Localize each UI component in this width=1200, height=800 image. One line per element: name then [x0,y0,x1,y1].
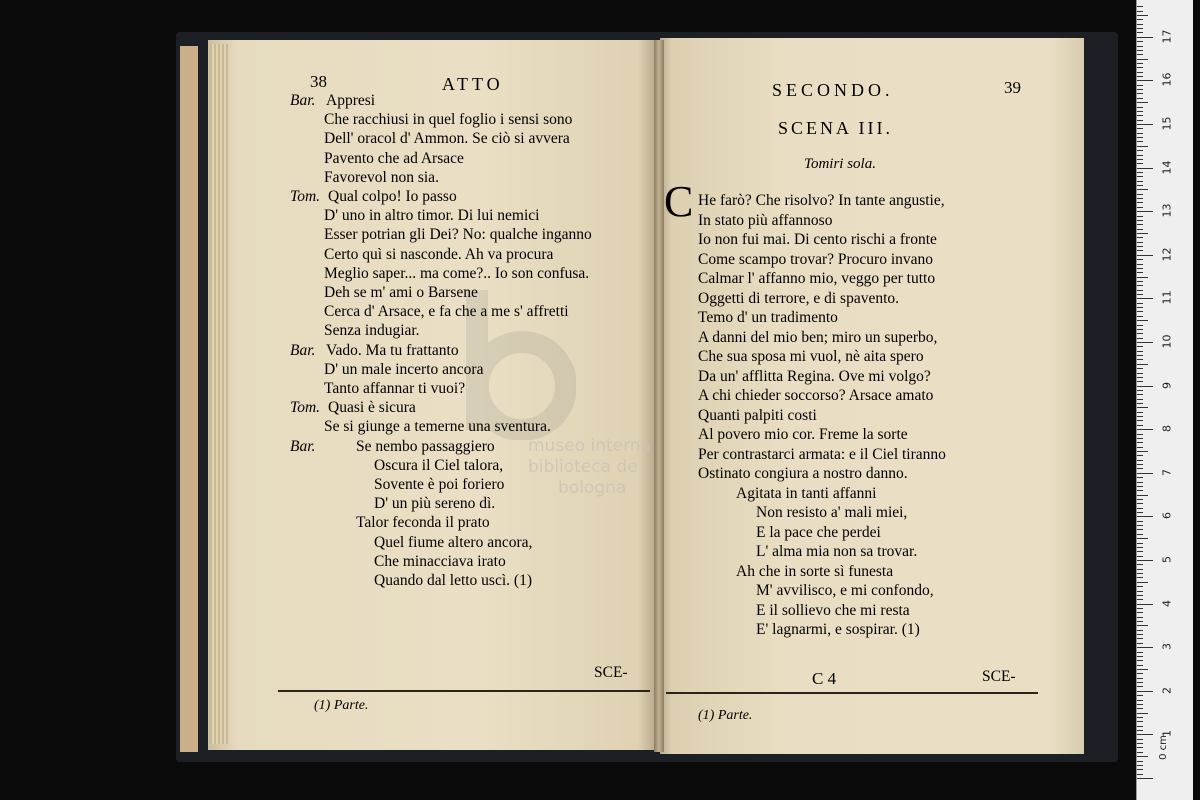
page-stack-edge [210,44,228,744]
verse-line: Come scampo trovar? Procuro invano [698,250,934,268]
ruler-tick [1137,176,1143,177]
ruler-tick [1137,713,1148,714]
ruler-tick [1137,15,1148,16]
ruler-tick [1137,311,1143,312]
ruler-tick [1137,434,1143,435]
ruler-tick [1137,28,1143,29]
ruler-number: 12 [1160,247,1174,262]
right-catchword: SCE- [982,668,1016,685]
ruler-number: 3 [1160,643,1174,651]
ruler-tick [1137,473,1153,474]
ruler-tick [1137,80,1153,81]
verse-line: Temo d' un tradimento [698,309,838,326]
ruler-tick [1137,50,1143,51]
ruler-tick [1137,717,1143,718]
ruler-tick [1137,516,1153,517]
ruler-tick [1137,381,1143,382]
ruler-tick [1137,708,1143,709]
ruler-tick [1137,695,1143,696]
ruler-tick [1137,93,1143,94]
ruler-tick [1137,477,1143,478]
verse-line: Meglio saper... ma come?.. Io son confusa. [324,264,590,282]
ruler-tick [1137,285,1143,286]
ruler-number: 17 [1160,29,1174,44]
verse-line: Da un' afflitta Regina. Ove mi volgo? [698,367,931,385]
ruler-tick [1137,59,1148,60]
ruler-tick [1137,512,1143,513]
ruler-tick [1137,351,1143,352]
ruler-tick [1137,102,1148,103]
ruler-tick [1137,420,1143,421]
ruler-tick [1137,442,1143,443]
ruler-tick [1137,490,1143,491]
ruler-tick [1137,486,1143,487]
ruler-tick [1137,233,1148,234]
ruler-tick [1137,691,1153,692]
verse-line: Oscura il Ciel talora, [374,456,504,474]
measurement-ruler [1136,0,1193,800]
ruler-tick [1137,482,1143,483]
signature-mark: C 4 [812,669,837,688]
ruler-tick [1137,560,1153,561]
ruler-tick [1137,769,1143,770]
verse-line: Appresi [326,92,376,109]
ruler-tick [1137,529,1143,530]
book-cover-edge [180,46,198,752]
verse-line: Favorevol non sia. [324,168,439,186]
ruler-tick [1137,778,1153,779]
ruler-number: 4 [1160,599,1174,607]
ruler-tick [1137,316,1143,317]
ruler-tick [1137,617,1143,618]
verse-line: Che sua sposa mi vuol, nè aita spero [698,348,924,365]
ruler-unit-label: 0 cm [1157,735,1169,760]
ruler-tick [1137,189,1148,190]
left-footnote: (1) Parte. [314,698,369,713]
ruler-tick [1137,159,1143,160]
ruler-number: 9 [1160,381,1174,389]
speaker-label: Tom. [290,188,321,205]
ruler-tick [1137,643,1143,644]
right-footnote: (1) Parte. [698,708,753,723]
ruler-tick [1137,133,1143,134]
ruler-tick [1137,237,1143,238]
ruler-tick [1137,407,1148,408]
ruler-tick [1137,207,1143,208]
ruler-tick [1137,54,1143,55]
ruler-tick [1137,577,1143,578]
ruler-tick [1137,656,1143,657]
ruler-tick [1137,726,1143,727]
ruler-tick [1137,390,1143,391]
verse-line: Se si giunge a temerne una sventura. [324,418,551,436]
ruler-tick [1137,325,1143,326]
ruler-tick [1137,447,1143,448]
ruler-tick [1137,338,1143,339]
ruler-tick [1137,111,1143,112]
verse-line: E la pace che perdei [756,523,881,541]
right-page-number: 39 [1004,78,1021,97]
right-footnote-rule [666,692,1038,694]
verse-line: D' un male incerto ancora [324,360,484,378]
ruler-tick [1137,46,1143,47]
ruler-number: 5 [1160,556,1174,563]
ruler-tick [1137,150,1143,151]
ruler-tick [1137,229,1143,230]
speaker-label: Bar. [290,437,316,455]
verse-line: Senza indugiar. [324,322,420,340]
ruler-tick [1137,373,1143,374]
verse-line: Dell' oracol d' Ammon. Se ciò si avvera [324,130,570,148]
ruler-number: 6 [1160,512,1174,520]
verse-line: Agitata in tanti affanni [736,484,877,502]
ruler-tick [1137,264,1143,265]
ruler-tick [1137,137,1143,138]
ruler-tick [1137,403,1143,404]
drop-cap: C [664,177,694,226]
ruler-tick [1137,298,1153,299]
ruler-tick [1137,85,1143,86]
verse-line: Oggetti di terrore, e di spavento. [698,289,900,307]
watermark-line: museo interna [528,436,651,456]
ruler-tick [1137,377,1143,378]
ruler-tick [1137,224,1143,225]
ruler-tick [1137,647,1153,648]
ruler-tick [1137,128,1143,129]
speaker-label: Bar. [290,92,316,109]
verse-line: A danni del mio ben; miro un superbo, [698,328,938,346]
watermark-line: bologna [558,478,627,498]
ruler-tick [1137,669,1148,670]
ruler-tick [1137,211,1153,212]
ruler-tick [1137,621,1143,622]
ruler-tick [1137,534,1143,535]
ruler-tick [1137,543,1143,544]
verse-line: Al povero mio cor. Freme la sorte [698,426,908,443]
ruler-tick [1137,547,1143,548]
ruler-tick [1137,242,1143,243]
ruler-tick [1137,98,1143,99]
ruler-tick [1137,630,1143,631]
ruler-tick [1137,700,1143,701]
verse-line: M' avvilisco, e mi confondo, [756,582,934,599]
ruler-tick [1137,704,1143,705]
verse-line: Certo quì si nasconde. Ah va procura [324,245,554,263]
ruler-tick [1137,41,1143,42]
verse-line: Quel fiume altero ancora, [374,533,533,551]
ruler-tick [1137,342,1153,343]
ruler-tick [1137,503,1143,504]
ruler-tick [1137,774,1143,775]
ruler-tick [1137,250,1143,251]
ruler-tick [1137,19,1143,20]
ruler-number: 11 [1160,290,1174,305]
verse-line: Pavento che ad Arsace [324,149,464,167]
ruler-tick [1137,120,1143,121]
ruler-tick [1137,163,1143,164]
ruler-tick [1137,595,1143,596]
ruler-tick [1137,72,1143,73]
ruler-tick [1137,429,1153,430]
book-gutter [654,40,664,752]
ruler-tick [1137,569,1143,570]
ruler-number: 2 [1160,686,1174,694]
ruler-tick [1137,747,1143,748]
ruler-tick [1137,743,1143,744]
ruler-tick [1137,625,1148,626]
ruler-tick [1137,416,1143,417]
ruler-number: 1 [1160,730,1174,738]
verse-line: A chi chieder soccorso? Arsace amato [698,387,934,404]
ruler-tick [1137,364,1148,365]
ruler-tick [1137,591,1143,592]
ruler-tick [1137,386,1153,387]
speaker-label: Bar. [290,341,316,359]
verse-line: D' uno in altro timor. Di lui nemici [324,207,540,225]
verse-line: Talor feconda il prato [356,514,490,532]
ruler-tick [1137,682,1143,683]
verse-line: Non resisto a' mali miei, [756,504,908,521]
verse-line: Qual colpo! Io passo [328,188,457,205]
ruler-tick [1137,538,1148,539]
verse-line: Deh se m' ami o Barsene [324,284,478,301]
ruler-tick [1137,76,1143,77]
ruler-tick [1137,32,1143,33]
left-running-head: ATTO [442,74,504,94]
ruler-tick [1137,368,1143,369]
ruler-tick [1137,451,1148,452]
left-catchword: SCE- [594,664,628,681]
ruler-tick [1137,525,1143,526]
ruler-number: 15 [1160,116,1174,131]
right-running-head: SECONDO. [772,80,894,100]
left-page-number: 38 [310,72,327,91]
ruler-tick [1137,89,1143,90]
ruler-tick [1137,277,1148,278]
verse-line: D' un più sereno dì. [374,495,496,513]
ruler-tick [1137,412,1143,413]
ruler-tick [1137,294,1143,295]
watermark-line: biblioteca de [528,457,638,477]
ruler-tick [1137,346,1143,347]
ruler-tick [1137,185,1143,186]
ruler-tick [1137,246,1143,247]
ruler-tick [1137,612,1143,613]
verse-line: Quando dal letto uscì. (1) [374,572,532,589]
verse-line: Che minacciava irato [374,552,506,570]
ruler-tick [1137,586,1143,587]
left-footnote-rule [278,690,650,692]
ruler-tick [1137,761,1143,762]
ruler-tick [1137,359,1143,360]
ruler-tick [1137,508,1143,509]
ruler-tick [1137,455,1143,456]
ruler-tick [1137,67,1143,68]
scene-title: SCENA III. [778,118,893,138]
ruler-tick [1137,721,1143,722]
ruler-tick [1137,652,1143,653]
ruler-tick [1137,307,1143,308]
ruler-tick [1137,464,1143,465]
ruler-tick [1137,752,1143,753]
ruler-tick [1137,521,1143,522]
ruler-tick [1137,634,1143,635]
ruler-tick [1137,268,1143,269]
ruler-tick [1137,303,1143,304]
ruler-tick [1137,394,1143,395]
ruler-tick [1137,107,1143,108]
ruler-tick [1137,599,1143,600]
ruler-tick [1137,573,1143,574]
ruler-tick [1137,194,1143,195]
ruler-tick [1137,290,1143,291]
verse-line: Esser potrian gli Dei? No: qualche inganno [324,226,592,244]
ruler-tick [1137,438,1143,439]
verse-line: L' alma mia non sa trovar. [756,543,918,560]
ruler-tick [1137,604,1153,605]
verse-line: Cerca d' Arsace, e fa che a me s' affretti [324,303,569,321]
ruler-tick [1137,739,1143,740]
ruler-tick [1137,460,1143,461]
ruler-tick [1137,181,1143,182]
scene-speaker: Tomiri sola. [804,156,876,172]
ruler-tick [1137,6,1143,7]
ruler-tick [1137,155,1143,156]
verse-line: Quasi è sicura [328,399,416,417]
ruler-tick [1137,329,1143,330]
ruler-tick [1137,638,1143,639]
ruler-tick [1137,730,1143,731]
speaker-label: Tom. [290,399,321,417]
ruler-tick [1137,63,1143,64]
verse-line: E' lagnarmi, e sospirar. (1) [756,621,920,638]
ruler-tick [1137,425,1143,426]
verse-line: Ostinato congiura a nostro danno. [698,465,908,482]
ruler-tick [1137,168,1153,169]
watermark-text [528,436,651,499]
ruler-tick [1137,11,1143,12]
verse-line: Sovente è poi foriero [374,476,505,493]
verse-line: Se nembo passaggiero [356,437,495,455]
ruler-tick [1137,660,1143,661]
ruler-tick [1137,272,1143,273]
verse-line: Tanto affannar ti vuoi? [324,380,466,397]
ruler-number: 8 [1160,425,1174,433]
ruler-tick [1137,115,1143,116]
ruler-tick [1137,765,1143,766]
ruler-tick [1137,333,1143,334]
ruler-tick [1137,756,1148,757]
ruler-tick [1137,673,1143,674]
ruler-tick [1137,281,1143,282]
ruler-tick [1137,495,1148,496]
verse-line: Che racchiusi in quel foglio i sensi sono [324,111,573,129]
ruler-tick [1137,686,1143,687]
ruler-tick [1137,399,1143,400]
ruler-tick [1137,320,1148,321]
ruler-tick [1137,198,1143,199]
ruler-tick [1137,172,1143,173]
ruler-tick [1137,141,1143,142]
ruler-number: 10 [1160,334,1174,349]
ruler-tick [1137,665,1143,666]
ruler-tick [1137,202,1143,203]
ruler-tick [1137,124,1153,125]
ruler-tick [1137,216,1143,217]
ruler-tick [1137,220,1143,221]
ruler-tick [1137,499,1143,500]
ruler-tick [1137,355,1143,356]
verse-line: Io non fui mai. Di cento rischi a fronte [698,231,937,248]
ruler-tick [1137,255,1153,256]
ruler-number: 14 [1160,160,1174,175]
ruler-tick [1137,564,1143,565]
ruler-tick [1137,146,1148,147]
ruler-tick [1137,556,1143,557]
ruler-tick [1137,24,1143,25]
verse-line: Per contrastarci armata: e il Ciel tiranno [698,445,946,463]
ruler-tick [1137,468,1143,469]
verse-line: Quanti palpiti costi [698,406,817,424]
verse-line: Ah che in sorte sì funesta [736,562,894,580]
ruler-tick [1137,37,1153,38]
verse-line: Vado. Ma tu frattanto [326,341,459,359]
ruler-tick [1137,582,1148,583]
ruler-number: 13 [1160,203,1174,218]
ruler-tick [1137,551,1143,552]
ruler-number: 7 [1160,468,1174,476]
ruler-number: 16 [1160,72,1174,87]
ruler-tick [1137,678,1143,679]
ruler-tick [1137,259,1143,260]
verse-line: He farò? Che risolvo? In tante angustie, [698,192,945,209]
verse-line: E il sollievo che mi resta [756,601,910,619]
ruler-tick [1137,734,1153,735]
verse-line: In stato più affannoso [698,211,833,229]
ruler-tick [1137,608,1143,609]
verse-line: Calmar l' affanno mio, veggo per tutto [698,270,936,287]
